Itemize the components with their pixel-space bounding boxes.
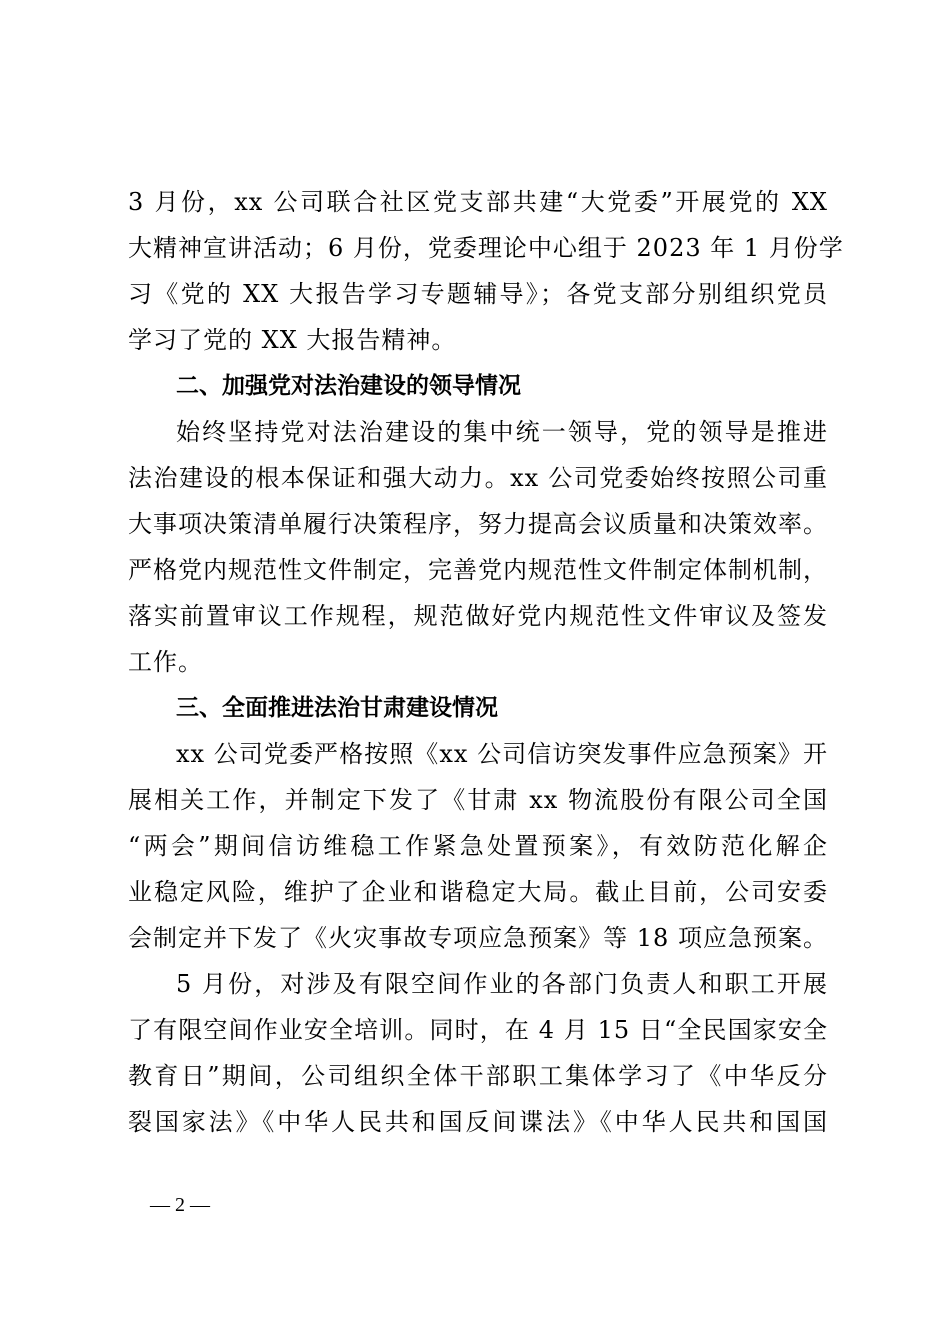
paragraph-line: 大精神宣讲活动；6 月份，党委理论中心组于 2023 年 1 月份学 [128, 234, 844, 262]
paragraph-line: 会制定并下发了《火灾事故专项应急预案》等 18 项应急预案。 [128, 924, 828, 952]
section-heading: 三、全面推进法治甘肃建设情况 [176, 695, 498, 721]
paragraph-line: 大事项决策清单履行决策程序，努力提高会议质量和决策效率。 [128, 510, 828, 538]
paragraph-line: 严格党内规范性文件制定，完善党内规范性文件制定体制机制， [128, 556, 828, 584]
paragraph-line: 了有限空间作业安全培训。同时，在 4 月 15 日“全民国家安全 [128, 1016, 828, 1044]
paragraph-line: 业稳定风险，维护了企业和谐稳定大局。截止目前，公司安委 [128, 878, 828, 906]
paragraph-line: 始终坚持党对法治建设的集中统一领导，党的领导是推进 [176, 418, 828, 446]
paragraph-line: 3 月份，xx 公司联合社区党支部共建“大党委”开展党的 XX [128, 188, 828, 216]
paragraph-line: 工作。 [128, 648, 203, 676]
section-heading: 二、加强党对法治建设的领导情况 [176, 373, 521, 399]
paragraph-line: 学习了党的 XX 大报告精神。 [128, 326, 457, 354]
paragraph-line: 展相关工作，并制定下发了《甘肃 xx 物流股份有限公司全国 [128, 786, 828, 814]
paragraph-line: 裂国家法》《中华人民共和国反间谍法》《中华人民共和国国 [128, 1108, 828, 1136]
paragraph-line: 教育日”期间，公司组织全体干部职工集体学习了《中华反分 [128, 1062, 828, 1090]
page-number: — 2 — [150, 1194, 210, 1216]
paragraph-line: 法治建设的根本保证和强大动力。xx 公司党委始终按照公司重 [128, 464, 828, 492]
paragraph-line: xx 公司党委严格按照《xx 公司信访突发事件应急预案》开 [176, 740, 828, 768]
paragraph-line: 习《党的 XX 大报告学习专题辅导》；各党支部分别组织党员 [128, 280, 828, 308]
paragraph-line: “两会”期间信访维稳工作紧急处置预案》，有效防范化解企 [128, 832, 828, 860]
paragraph-line: 落实前置审议工作规程，规范做好党内规范性文件审议及签发 [128, 602, 828, 630]
paragraph-line: 5 月份，对涉及有限空间作业的各部门负责人和职工开展 [176, 970, 828, 998]
